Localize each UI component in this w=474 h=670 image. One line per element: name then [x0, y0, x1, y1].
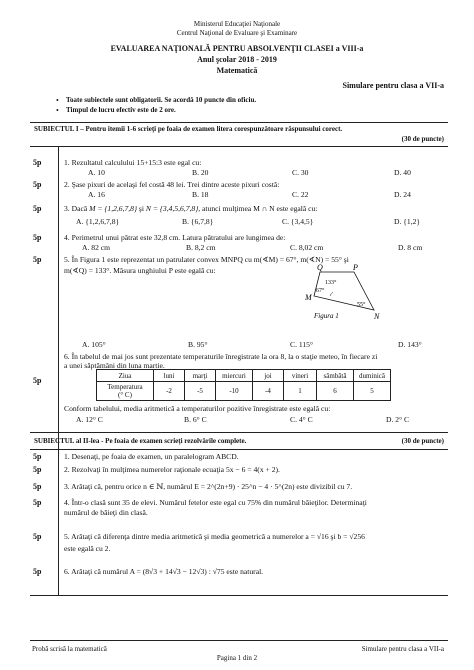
table-cell: -5: [185, 382, 216, 401]
score-label: 5p: [33, 465, 42, 474]
page-number: Pagina 1 din 2: [216, 654, 258, 662]
table-row: [97, 370, 391, 382]
question-text: Conform tabelului, media aritmetică a temperaturilor pozitive înregistrate este egală cu:: [64, 404, 331, 413]
question-text: 4. Perimetrul unui pătrat este 32,8 cm. Latura pătratului are lungimea de:: [64, 233, 286, 242]
q3-and: şi: [138, 204, 144, 213]
option-d: D. 24: [394, 190, 411, 199]
score-label: 5p: [33, 482, 42, 491]
option-d: D. 143°: [398, 340, 422, 349]
table-cell: marţi: [185, 370, 216, 382]
score-label: 5p: [33, 376, 42, 385]
option-b: B. {6,7,8}: [182, 217, 214, 226]
score-label: 5p: [33, 498, 42, 507]
option-c: C. 30: [292, 168, 309, 177]
question-text: 3. Arătaţi că, pentru orice n ∈ ℕ, numărul E = 2^(2n+9) · 25^n − 4 · 5^(2n) este divizibil cu 7.: [64, 482, 353, 491]
bullet-icon: •: [56, 106, 59, 115]
table-cell: 5: [354, 382, 391, 401]
option-d: D. {1,2}: [394, 217, 421, 226]
option-b: B. 18: [192, 190, 209, 199]
divider: [30, 449, 448, 450]
score-label: 5p: [33, 567, 42, 576]
instruction-2: Timpul de lucru efectiv este de 2 ore.: [66, 106, 176, 114]
question-text: a unei săptămâni din luna martie.: [64, 361, 165, 370]
question-text: m(∢Q) = 133°. Măsura unghiului P este egală cu:: [64, 266, 216, 275]
score-column-line: [58, 449, 59, 595]
question-text: 4. Într-o clasă sunt 35 de elevi. Numărul fetelor este egal cu 75% din numărul băieţilor. Determinaţi: [64, 498, 367, 507]
score-label: 5p: [33, 158, 42, 167]
option-c: C. 4° C: [290, 415, 313, 424]
option-a: A. 12° C: [76, 415, 103, 424]
q3-text-start: 3. Dacă: [64, 204, 88, 213]
question-text: 5. În Figura 1 este reprezentat un patrulater convex MNPQ cu m(∢M) = 67°, m(∢N) = 55° şi: [64, 255, 349, 264]
bullet-icon: •: [56, 96, 59, 105]
subject1-title: SUBIECTUL I – Pentru itemii 1-6 scrieţi pe foaia de examen litera corespunzătoare răspunsului corect.: [34, 125, 343, 133]
option-d: D. 2° C: [386, 415, 410, 424]
instruction-1: Toate subiectele sunt obligatorii. Se acordă 10 puncte din oficiu.: [66, 96, 257, 104]
option-a: A. 82 cm: [82, 243, 111, 252]
table-cell: vineri: [284, 370, 317, 382]
table-cell: 1: [284, 382, 317, 401]
question-text: este egală cu 2.: [64, 544, 111, 553]
table-cell: 6: [317, 382, 354, 401]
question-text: 2. Rezolvaţi în mulţimea numerelor raţionale ecuaţia 5x − 6 = 4(x + 2).: [64, 465, 280, 474]
q3-text-end: , atunci mulţimea M ∩ N este egală cu:: [198, 204, 318, 213]
table-cell: -10: [216, 382, 253, 401]
exam-title: EVALUAREA NAŢIONALĂ PENTRU ABSOLVENŢII CLASEI a VIII-a: [110, 44, 364, 53]
angle-m-label: 67°: [316, 288, 325, 294]
option-d: D. 8 cm: [398, 243, 423, 252]
question-text: 1. Rezultatul calculului 15+15:3 este egal cu:: [64, 158, 202, 167]
subject1-points: (30 de puncte): [401, 135, 444, 143]
vertex-m: M: [305, 293, 312, 302]
angle-n-label: 55°: [357, 302, 366, 308]
subject2-points: (30 de puncte): [401, 437, 444, 445]
quadrilateral-figure: [304, 264, 388, 326]
table-cell: duminică: [354, 370, 391, 382]
option-a: A. 105°: [82, 340, 106, 349]
ministry-name: Ministerul Educaţiei Naţionale: [193, 20, 281, 28]
option-b: B. 8,2 cm: [186, 243, 216, 252]
question-text: 5. Arătaţi că diferenţa dintre media aritmetică şi media geometrică a numerelor a = √16 şi b = √256: [64, 532, 365, 541]
option-a: A. {1,2,6,7,8}: [76, 217, 120, 226]
question-text: 6. În tabelul de mai jos sunt prezentate temperaturile înregistrate la ora 8, la o staţie meteo, în fiecare zi: [64, 352, 378, 361]
option-b: B. 6° C: [184, 415, 207, 424]
table-cell: Ziua: [97, 370, 154, 382]
score-column-line: [58, 146, 59, 450]
option-c: C. 8,02 cm: [290, 243, 324, 252]
divider: [30, 432, 448, 433]
question-text: 1. Desenaţi, pe foaia de examen, un paralelogram ABCD.: [64, 452, 239, 461]
option-a: A. 16: [88, 190, 105, 199]
row-label-line: Temperatura: [107, 383, 143, 391]
vertex-q: Q: [317, 264, 323, 272]
score-label: 5p: [33, 452, 42, 461]
option-c: C. {3,4,5}: [282, 217, 314, 226]
footer-right: Simulare pentru clasa a VII-a: [361, 645, 444, 653]
divider: [30, 595, 448, 596]
table-cell: luni: [154, 370, 185, 382]
question-text: [64, 204, 317, 213]
temperature-table: [96, 369, 391, 401]
table-cell: -4: [253, 382, 284, 401]
option-b: B. 20: [192, 168, 209, 177]
subject2-title: SUBIECTUL al II-lea - Pe foaia de examen scrieţi rezolvările complete.: [34, 437, 247, 445]
option-a: A. 10: [88, 168, 105, 177]
school-year: Anul şcolar 2018 - 2019: [197, 55, 277, 64]
table-cell: [97, 382, 154, 401]
simulation-label: Simulare pentru clasa a VII-a: [342, 81, 444, 90]
set-n: N = {3,4,5,6,7,8}: [145, 204, 199, 213]
score-label: 5p: [33, 532, 42, 541]
footer-divider: [30, 640, 448, 641]
center-name: Centrul Naţional de Evaluare şi Examinare: [176, 29, 298, 37]
divider: [30, 146, 448, 147]
footer-left: Probă scrisă la matematică: [32, 645, 107, 653]
option-d: D. 40: [394, 168, 411, 177]
table-cell: -2: [154, 382, 185, 401]
vertex-p: P: [353, 264, 358, 272]
table-row: [97, 382, 391, 401]
divider: [30, 122, 448, 123]
table-cell: miercuri: [216, 370, 253, 382]
table-cell: sâmbătă: [317, 370, 354, 382]
row-label-line: (° C): [118, 391, 132, 399]
exam-subject: Matematică: [216, 66, 258, 75]
score-label: 5p: [33, 180, 42, 189]
set-m: M = {1,2,6,7,8}: [89, 204, 138, 213]
score-label: 5p: [33, 233, 42, 242]
figure-caption: Figura 1: [314, 312, 339, 320]
vertex-n: N: [374, 312, 380, 321]
table-cell: joi: [253, 370, 284, 382]
score-label: 5p: [33, 204, 42, 213]
question-text: 6. Arătaţi că numărul A = (8√3 + 14√3 − 12√3) : √75 este natural.: [64, 567, 264, 576]
angle-q-label: 133°: [325, 280, 337, 286]
question-text: numărul de băieţi din clasă.: [64, 508, 148, 517]
question-text: 2. Şase pixuri de acelaşi fel costă 48 lei. Trei dintre aceste pixuri costă:: [64, 180, 280, 189]
option-b: B. 95°: [188, 340, 208, 349]
score-label: 5p: [33, 255, 42, 264]
option-c: C. 22: [292, 190, 309, 199]
option-c: C. 115°: [290, 340, 314, 349]
